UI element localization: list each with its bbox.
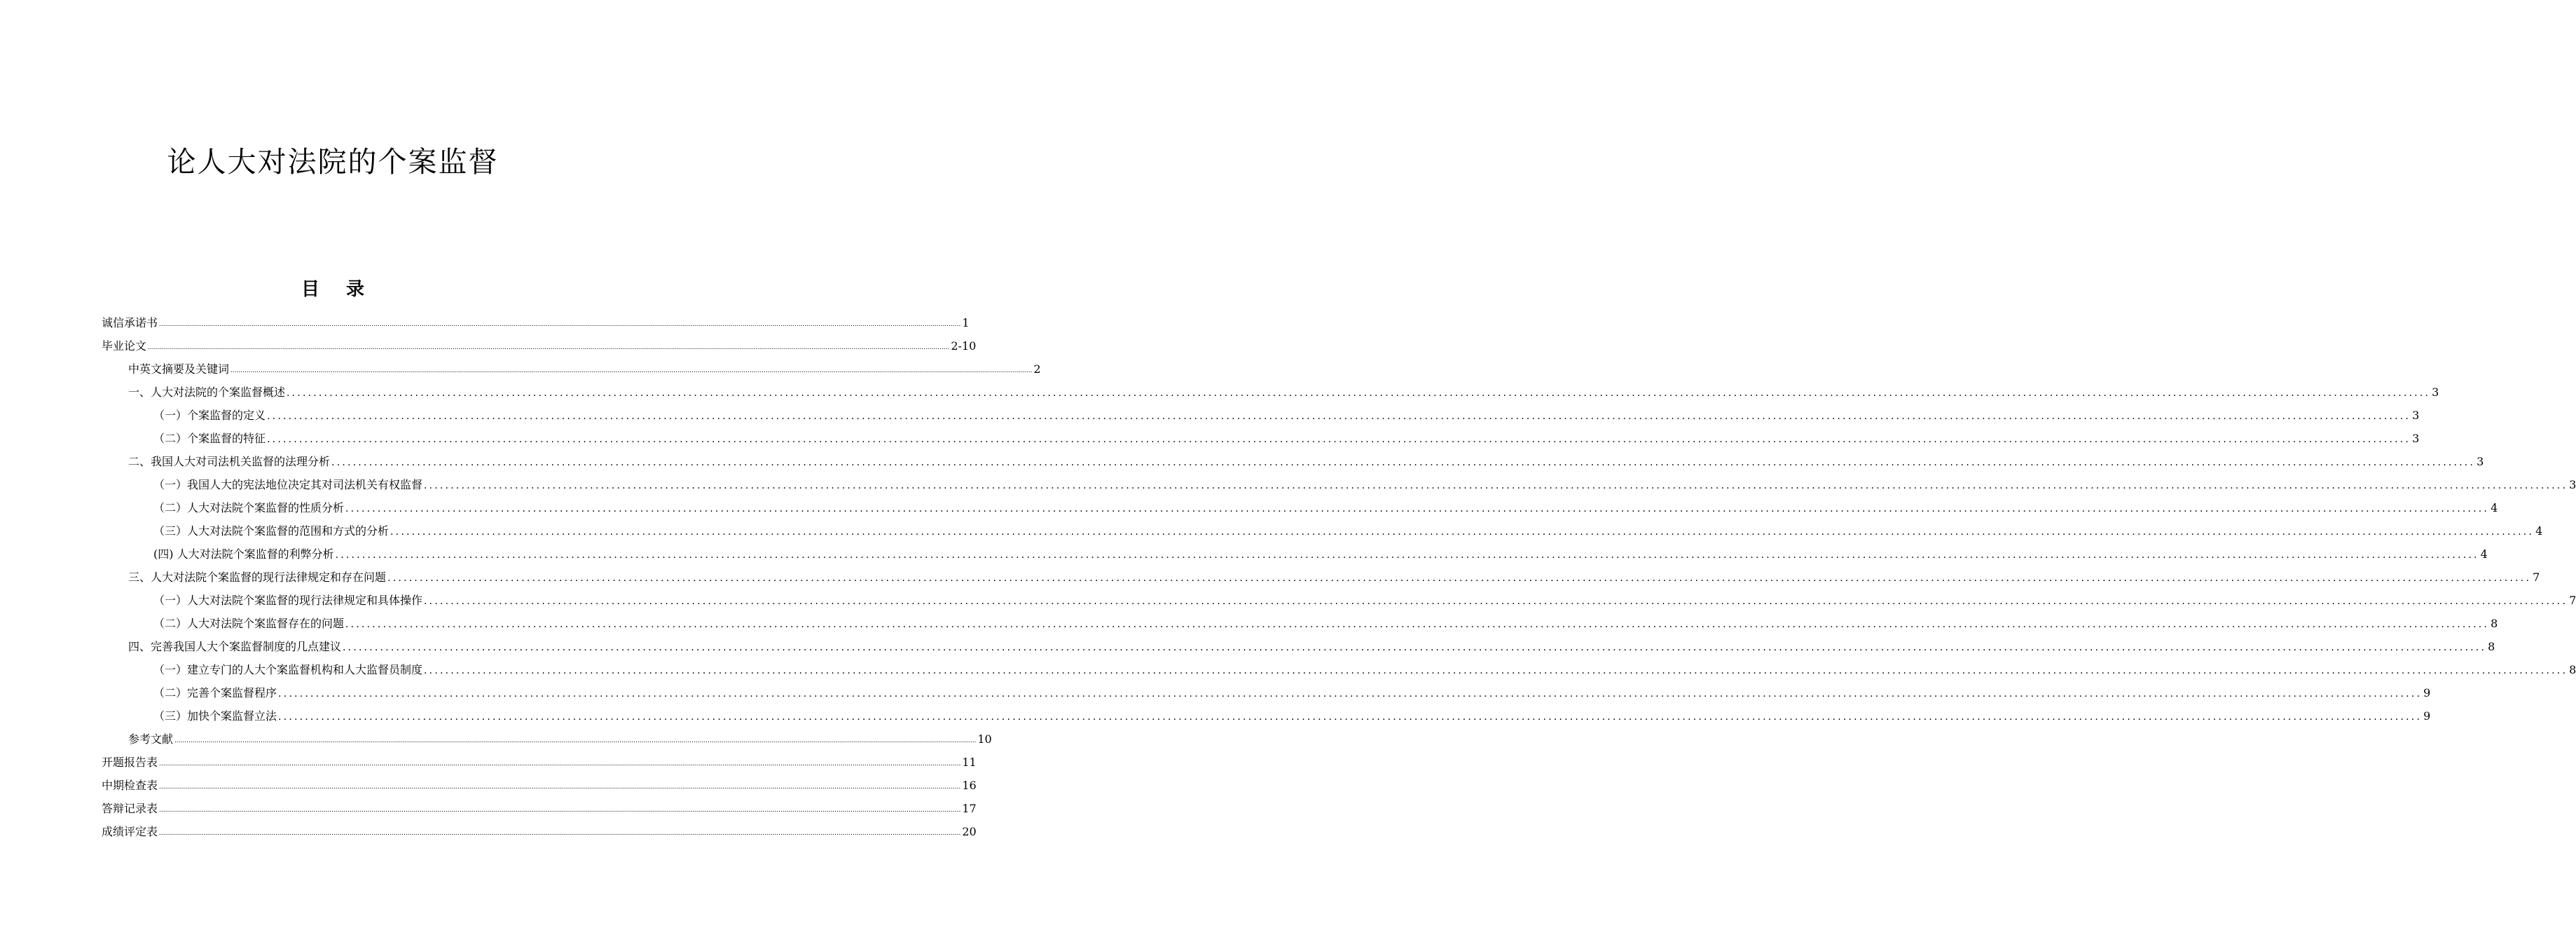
toc-leader-dots: ................................................................................................................................................................................................................................................................................................................................................................................................................ [390, 526, 2535, 538]
toc-entry-label: 诚信承诺书 [102, 316, 158, 329]
toc-entry-label: （一）个案监督的定义 [153, 409, 266, 422]
toc-leader-dots: ................................................................................................................................................................................................................................................................................................................................................................................................................ [387, 573, 2532, 584]
toc-entry-page: 2-10 [951, 339, 977, 353]
toc-entry-label: 参考文献 [128, 732, 174, 746]
toc-entry[interactable] [153, 660, 2576, 677]
toc-entry-page: 9 [2423, 686, 2431, 699]
toc-entry-label: 开题报告表 [102, 756, 158, 769]
toc-entry-label: （二）个案监督的特征 [153, 432, 266, 445]
toc-entry-page: 3 [2412, 409, 2420, 422]
toc-entry-label: 答辩记录表 [102, 802, 158, 815]
document-title: 论人大对法院的个案监督 [167, 145, 499, 179]
toc-entry-page: 4 [2491, 501, 2498, 514]
toc-entry-page: 9 [2423, 709, 2431, 723]
toc-entry-page: 7 [2533, 571, 2540, 584]
toc-entry-page: 2 [1033, 362, 1041, 376]
toc-entry-page: 7 [2569, 594, 2576, 607]
toc-entry-label: 成绩评定表 [102, 825, 158, 838]
toc-entry-page: 20 [962, 825, 977, 838]
toc-leader-dots: ................................................................................................................................................................................................................................................................................................................................................................................................................ [343, 642, 2487, 653]
toc-entry-page: 3 [2432, 385, 2439, 399]
toc-entry[interactable] [128, 568, 2540, 585]
toc-entry-page: 11 [962, 756, 977, 769]
toc-heading-left: 目 [301, 279, 319, 300]
toc-entry-page: 4 [2535, 524, 2543, 538]
toc-heading-right: 录 [346, 279, 365, 300]
toc-leader-dots: ................................................................................................................................................................................................................................................................................................................................................................................................................ [424, 480, 2568, 491]
toc-entry-page: 3 [2477, 455, 2484, 468]
toc-entry[interactable] [128, 452, 2484, 469]
toc-entry[interactable] [153, 429, 2420, 446]
toc-entry-label: （二）完善个案监督程序 [153, 686, 277, 699]
toc-entry-page: 3 [2569, 478, 2576, 491]
toc-leader-dots: ................................................................................................................................................................................................................................................................................................................................................................................................................ [424, 665, 2568, 676]
toc-entry[interactable] [102, 822, 977, 839]
toc-entry[interactable] [128, 637, 2495, 654]
toc-entry[interactable] [153, 545, 2488, 561]
toc-entry[interactable] [128, 360, 1041, 376]
toc-leader-dots: ................................................................................................................................................................................................................................................................................................................................................................................................................ [159, 784, 961, 791]
toc-entry[interactable] [102, 776, 977, 793]
toc-leader-dots: ................................................................................................................................................................................................................................................................................................................................................................................................................ [267, 434, 2411, 445]
toc-entry[interactable] [128, 383, 2439, 400]
toc-leader-dots: ................................................................................................................................................................................................................................................................................................................................................................................................................ [174, 737, 977, 744]
toc-entry-label: 四、完善我国人大个案监督制度的几点建议 [128, 640, 342, 653]
toc-leader-dots: ................................................................................................................................................................................................................................................................................................................................................................................................................ [345, 503, 2490, 514]
toc-leader-dots: ................................................................................................................................................................................................................................................................................................................................................................................................................ [159, 830, 961, 837]
toc-entry-label: （一）建立专门的人大个案监督机构和人大监督员制度 [153, 663, 423, 676]
toc-entry-label: （三）加快个案监督立法 [153, 709, 277, 723]
toc-entry-page: 1 [962, 316, 970, 329]
toc-entry-label: （二）人大对法院个案监督的性质分析 [153, 501, 345, 514]
toc-entry[interactable] [153, 475, 2576, 492]
toc-leader-dots: ................................................................................................................................................................................................................................................................................................................................................................................................................ [287, 388, 2431, 399]
toc-entry-label: 二、我国人大对司法机关监督的法理分析 [128, 455, 331, 468]
toc-entry-label: （一）人大对法院个案监督的现行法律规定和具体操作 [153, 594, 423, 607]
toc-entry[interactable] [153, 521, 2543, 538]
toc-entry-page: 10 [977, 732, 992, 746]
toc-entry-label: （三）人大对法院个案监督的范围和方式的分析 [153, 524, 390, 538]
toc-leader-dots: ................................................................................................................................................................................................................................................................................................................................................................................................................ [159, 760, 961, 767]
toc-entry-label: （一）我国人大的宪法地位决定其对司法机关有权监督 [153, 478, 423, 491]
toc-heading [0, 275, 666, 301]
toc-entry-label: 一、人大对法院的个案监督概述 [128, 385, 286, 399]
toc-leader-dots: ................................................................................................................................................................................................................................................................................................................................................................................................................ [159, 807, 961, 814]
toc-entry-page: 8 [2488, 640, 2495, 653]
toc-entry-page: 8 [2491, 617, 2498, 630]
toc-entry[interactable] [102, 753, 977, 770]
toc-leader-dots: ................................................................................................................................................................................................................................................................................................................................................................................................................ [267, 411, 2411, 422]
toc-entry-page: 8 [2569, 663, 2576, 676]
toc-leader-dots: ................................................................................................................................................................................................................................................................................................................................................................................................................ [159, 321, 961, 328]
toc-entry-page: 4 [2480, 547, 2488, 561]
toc-entry[interactable] [153, 406, 2420, 423]
toc-leader-dots: ................................................................................................................................................................................................................................................................................................................................................................................................................ [278, 688, 2423, 699]
toc-entry[interactable] [102, 336, 977, 353]
toc-entry-label: 毕业论文 [102, 339, 147, 353]
toc-leader-dots: ................................................................................................................................................................................................................................................................................................................................................................................................................ [148, 344, 950, 351]
toc-entry-page: 17 [962, 802, 977, 815]
toc-entry-label: 中期检查表 [102, 779, 158, 792]
toc-entry[interactable] [153, 614, 2498, 631]
toc-leader-dots: ................................................................................................................................................................................................................................................................................................................................................................................................................ [331, 457, 2476, 468]
toc-entry[interactable] [102, 799, 977, 816]
toc-leader-dots: ................................................................................................................................................................................................................................................................................................................................................................................................................ [278, 711, 2423, 723]
toc-entry[interactable] [102, 313, 970, 330]
toc-entry[interactable] [153, 498, 2498, 515]
toc-entry-label: 三、人大对法院个案监督的现行法律规定和存在问题 [128, 571, 387, 584]
toc-entry-label: （二）人大对法院个案监督存在的问题 [153, 617, 345, 630]
toc-entry-label: (四) 人大对法院个案监督的利弊分析 [153, 547, 334, 561]
toc-entry-label: 中英文摘要及关键词 [128, 362, 230, 376]
toc-entry-page: 3 [2412, 432, 2420, 445]
toc-leader-dots: ................................................................................................................................................................................................................................................................................................................................................................................................................ [230, 367, 1033, 374]
toc-leader-dots: ................................................................................................................................................................................................................................................................................................................................................................................................................ [335, 550, 2479, 561]
toc-entry-page: 16 [962, 779, 977, 792]
toc-entry[interactable] [128, 730, 992, 746]
toc-leader-dots: ................................................................................................................................................................................................................................................................................................................................................................................................................ [345, 619, 2490, 630]
toc-entry[interactable] [153, 683, 2431, 700]
toc-leader-dots: ................................................................................................................................................................................................................................................................................................................................................................................................................ [424, 596, 2568, 607]
toc-entry[interactable] [153, 591, 2576, 608]
toc-entry[interactable] [153, 706, 2431, 723]
